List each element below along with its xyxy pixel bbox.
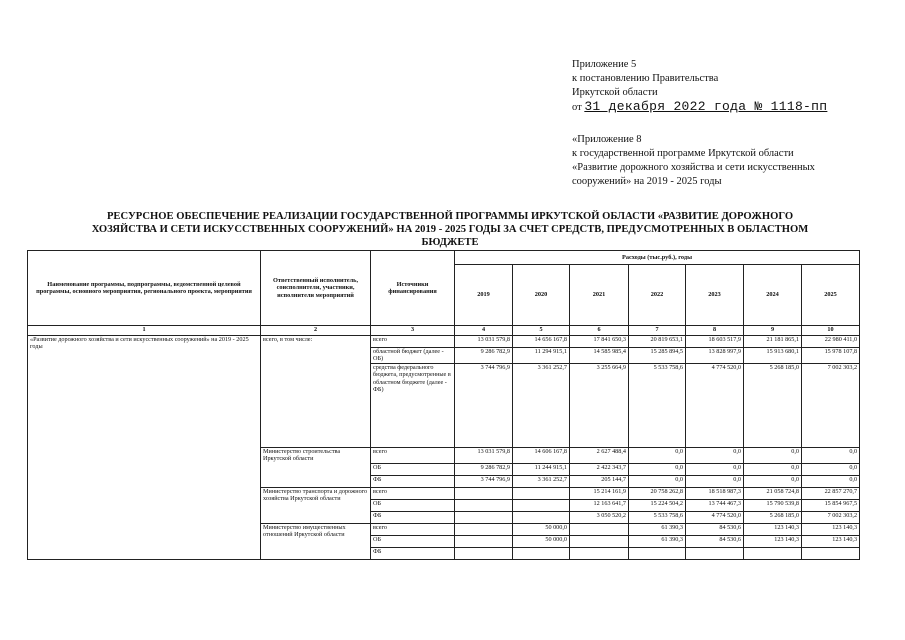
- source-cell: средства федерального бюджета, предусмотренные в областном бюджете (далее - ФБ): [371, 363, 455, 447]
- value-cell: [686, 547, 744, 559]
- header-year: 2019: [455, 265, 513, 326]
- column-number: 5: [513, 326, 570, 336]
- value-cell: 9 286 782,9: [455, 463, 513, 475]
- value-cell: 11 294 915,1: [513, 348, 570, 364]
- value-cell: 5 533 758,6: [629, 363, 686, 447]
- value-cell: [629, 547, 686, 559]
- column-numbers-row: [28, 326, 860, 336]
- source-cell: областной бюджет (далее - ОБ): [371, 348, 455, 364]
- column-number: 1: [28, 326, 261, 336]
- value-cell: 21 058 724,8: [744, 487, 802, 499]
- value-cell: [513, 487, 570, 499]
- value-cell: 5 533 758,6: [629, 511, 686, 523]
- value-cell: 3 744 796,9: [455, 363, 513, 447]
- value-cell: 22 980 411,0: [802, 336, 860, 348]
- document-heading: [55, 210, 845, 249]
- appendix5-line3: Иркутской области: [572, 87, 658, 98]
- value-cell: 13 828 997,9: [686, 348, 744, 364]
- source-cell: ОБ: [371, 499, 455, 511]
- value-cell: 84 530,6: [686, 535, 744, 547]
- column-number: 2: [261, 326, 371, 336]
- value-cell: [455, 487, 513, 499]
- value-cell: 15 285 894,5: [629, 348, 686, 364]
- header-row-top: [28, 251, 860, 265]
- value-cell: 123 140,3: [802, 523, 860, 535]
- appendix8-line3: «Развитие дорожного хозяйства и сети искусственных: [572, 162, 815, 173]
- column-number: 8: [686, 326, 744, 336]
- appendix5-date-handwritten: 31 декабря 2022 года № 1118-пп: [584, 99, 828, 114]
- value-cell: [513, 499, 570, 511]
- header-year: 2023: [686, 265, 744, 326]
- source-cell: ФБ: [371, 475, 455, 487]
- appendix-block: [572, 58, 872, 189]
- value-cell: 0,0: [686, 463, 744, 475]
- header-year: 2020: [513, 265, 570, 326]
- value-cell: 84 530,6: [686, 523, 744, 535]
- heading-line1: РЕСУРСНОЕ ОБЕСПЕЧЕНИЕ РЕАЛИЗАЦИИ ГОСУДАРСТВЕННОЙ ПРОГРАММЫ ИРКУТСКОЙ ОБЛАСТИ «РАЗВИТИЕ ДОРОЖНОГО: [106, 211, 794, 222]
- value-cell: 50 000,0: [513, 535, 570, 547]
- value-cell: 0,0: [744, 463, 802, 475]
- value-cell: [455, 535, 513, 547]
- value-cell: 0,0: [802, 463, 860, 475]
- source-cell: ФБ: [371, 547, 455, 559]
- appendix5-line2: к постановлению Правительства: [572, 73, 719, 84]
- value-cell: 205 144,7: [570, 475, 629, 487]
- value-cell: 18 603 517,9: [686, 336, 744, 348]
- header-col-name: Наименование программы, подпрограммы, ведомственной целевой программы, основного мероприятия, регионального проекта, мероприятия: [28, 251, 261, 326]
- value-cell: 123 140,3: [744, 523, 802, 535]
- value-cell: 15 224 504,2: [629, 499, 686, 511]
- value-cell: 5 268 185,0: [744, 363, 802, 447]
- column-number: 9: [744, 326, 802, 336]
- value-cell: 0,0: [629, 475, 686, 487]
- value-cell: 13 031 579,8: [455, 447, 513, 463]
- appendix5-line1: Приложение 5: [572, 59, 637, 70]
- value-cell: [513, 547, 570, 559]
- source-cell: ОБ: [371, 463, 455, 475]
- value-cell: 15 214 161,9: [570, 487, 629, 499]
- value-cell: 17 841 650,3: [570, 336, 629, 348]
- executor-cell: Министерство транспорта и дорожного хозяйства Иркутской области: [261, 487, 371, 523]
- column-number: 7: [629, 326, 686, 336]
- source-cell: всего: [371, 447, 455, 463]
- value-cell: [513, 511, 570, 523]
- program-executor-cell: всего, в том числе:: [261, 336, 371, 448]
- header-col-source: Источники финансирования: [371, 251, 455, 326]
- value-cell: 21 181 865,1: [744, 336, 802, 348]
- value-cell: 14 656 167,8: [513, 336, 570, 348]
- value-cell: 12 163 641,7: [570, 499, 629, 511]
- value-cell: 0,0: [802, 475, 860, 487]
- appendix8-line1: «Приложение 8: [572, 134, 642, 145]
- column-number: 4: [455, 326, 513, 336]
- source-cell: всего: [371, 523, 455, 535]
- value-cell: [455, 511, 513, 523]
- appendix8-line4: сооружений» на 2019 - 2025 годы: [572, 176, 722, 187]
- appendix5-date-prefix: от: [572, 102, 582, 113]
- value-cell: 123 140,3: [802, 535, 860, 547]
- value-cell: 11 244 915,1: [513, 463, 570, 475]
- header-year: 2025: [802, 265, 860, 326]
- value-cell: [802, 547, 860, 559]
- value-cell: [570, 535, 629, 547]
- value-cell: 2 627 488,4: [570, 447, 629, 463]
- value-cell: 13 744 467,3: [686, 499, 744, 511]
- value-cell: 2 422 343,7: [570, 463, 629, 475]
- heading-line2: ХОЗЯЙСТВА И СЕТИ ИСКУССТВЕННЫХ СООРУЖЕНИЙ» НА 2019 - 2025 ГОДЫ ЗА СЧЕТ СРЕДСТВ, ПРЕДУСМОТРЕННЫХ В ОБЛАСТНОМ: [91, 224, 809, 235]
- value-cell: 0,0: [686, 475, 744, 487]
- executor-cell: Министерство строительства Иркутской области: [261, 447, 371, 487]
- value-cell: 15 854 967,5: [802, 499, 860, 511]
- value-cell: 3 744 796,9: [455, 475, 513, 487]
- value-cell: 20 819 653,1: [629, 336, 686, 348]
- column-number: 10: [802, 326, 860, 336]
- value-cell: 15 978 107,8: [802, 348, 860, 364]
- value-cell: 7 002 303,2: [802, 511, 860, 523]
- value-cell: 3 361 252,7: [513, 363, 570, 447]
- column-number: 6: [570, 326, 629, 336]
- value-cell: 3 361 252,7: [513, 475, 570, 487]
- value-cell: 14 585 985,4: [570, 348, 629, 364]
- program-name-cell: «Развитие дорожного хозяйства и сети искусственных сооружений» на 2019 - 2025 годы: [28, 336, 261, 560]
- value-cell: 0,0: [744, 475, 802, 487]
- source-cell: ФБ: [371, 511, 455, 523]
- value-cell: 14 606 167,8: [513, 447, 570, 463]
- value-cell: 123 140,3: [744, 535, 802, 547]
- value-cell: 3 050 520,2: [570, 511, 629, 523]
- header-expenses: Расходы (тыс.руб.), годы: [455, 251, 860, 265]
- value-cell: 13 031 579,8: [455, 336, 513, 348]
- value-cell: 61 390,3: [629, 535, 686, 547]
- value-cell: [455, 523, 513, 535]
- value-cell: 3 255 664,9: [570, 363, 629, 447]
- header-col-executor: Ответственный исполнитель, соисполнители, участники, исполнители мероприятий: [261, 251, 371, 326]
- heading-line3: БЮДЖЕТЕ: [421, 237, 479, 248]
- value-cell: [455, 547, 513, 559]
- value-cell: [455, 499, 513, 511]
- source-cell: всего: [371, 487, 455, 499]
- value-cell: 5 268 185,0: [744, 511, 802, 523]
- value-cell: 0,0: [802, 447, 860, 463]
- value-cell: 50 000,0: [513, 523, 570, 535]
- source-cell: ОБ: [371, 535, 455, 547]
- value-cell: 15 790 539,8: [744, 499, 802, 511]
- value-cell: 4 774 520,0: [686, 511, 744, 523]
- appendix8-line2: к государственной программе Иркутской области: [572, 148, 794, 159]
- value-cell: 0,0: [629, 447, 686, 463]
- value-cell: 22 857 270,7: [802, 487, 860, 499]
- header-year: 2021: [570, 265, 629, 326]
- value-cell: 20 758 262,8: [629, 487, 686, 499]
- value-cell: [570, 523, 629, 535]
- column-number: 3: [371, 326, 455, 336]
- value-cell: [570, 547, 629, 559]
- header-year: 2024: [744, 265, 802, 326]
- value-cell: 4 774 520,0: [686, 363, 744, 447]
- value-cell: 0,0: [744, 447, 802, 463]
- source-cell: всего: [371, 336, 455, 348]
- value-cell: 0,0: [629, 463, 686, 475]
- value-cell: 18 518 987,3: [686, 487, 744, 499]
- value-cell: 9 286 782,9: [455, 348, 513, 364]
- value-cell: 0,0: [686, 447, 744, 463]
- executor-cell: Министерство имущественных отношений Иркутской области: [261, 523, 371, 559]
- table-row: [28, 336, 860, 348]
- resources-table: [27, 250, 860, 560]
- appendix5-line4: [572, 100, 872, 115]
- header-year: 2022: [629, 265, 686, 326]
- value-cell: 15 913 680,1: [744, 348, 802, 364]
- value-cell: 7 002 303,2: [802, 363, 860, 447]
- value-cell: [744, 547, 802, 559]
- value-cell: 61 390,3: [629, 523, 686, 535]
